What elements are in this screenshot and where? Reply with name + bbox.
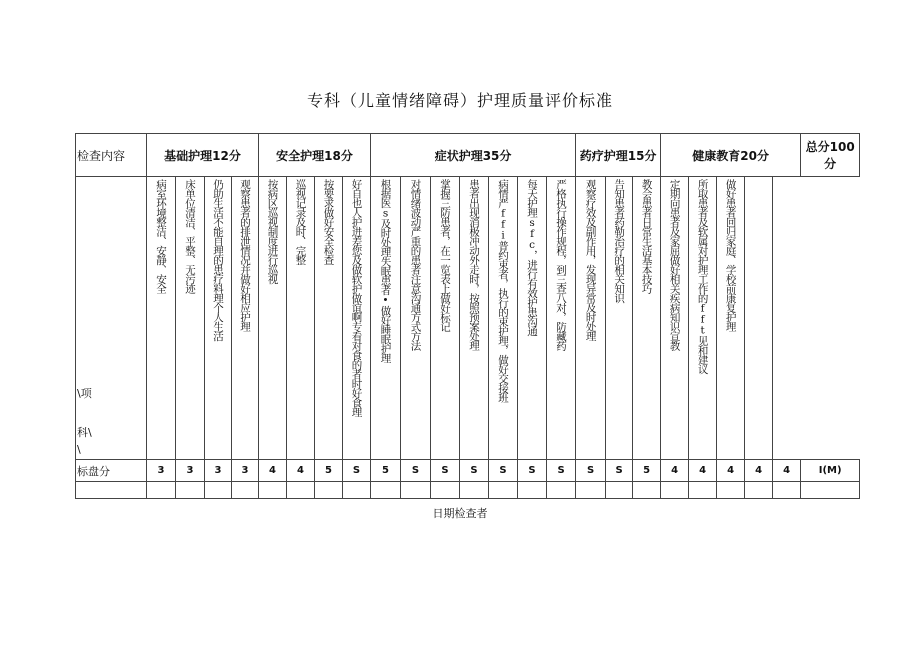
items-row	[76, 177, 860, 460]
score-cell: S	[401, 460, 431, 482]
blank-cell	[801, 482, 860, 499]
item-text: 告知患者药勒治疗的相关知识	[613, 179, 626, 303]
item-cell	[431, 177, 460, 460]
blank-row	[76, 482, 860, 499]
score-cell: S	[576, 460, 606, 482]
blank-cell	[606, 482, 633, 499]
item-text: 好自也人护进差您及做软护做谊啊专看对食的者时好食理	[350, 179, 363, 417]
item-cell	[689, 177, 717, 460]
header-check-content: 检查内容	[76, 134, 147, 177]
item-cell	[147, 177, 176, 460]
item-text: 做好患者回归家庭、学校前康复护理	[724, 179, 737, 331]
item-cell	[343, 177, 371, 460]
score-cell: 4	[745, 460, 773, 482]
row-label-line3: \	[77, 443, 81, 456]
footer-date-inspector: 日期检查者	[432, 507, 488, 520]
item-cell	[287, 177, 315, 460]
item-text: 巡视记录及时、完整	[294, 179, 307, 265]
score-cell: 4	[287, 460, 315, 482]
score-cell: S	[343, 460, 371, 482]
item-cell	[633, 177, 661, 460]
blank-cell	[287, 482, 315, 499]
header-basic-care: 基础护理12分	[147, 134, 259, 177]
blank-cell	[518, 482, 547, 499]
blank-cell	[689, 482, 717, 499]
item-text: 按病区巡视制度进行巡视	[266, 179, 279, 284]
item-text: 按要求做好安全检查	[322, 179, 335, 265]
item-text: 仍助生活不能自理的患疗料理个人生活	[212, 179, 224, 341]
item-cell	[547, 177, 576, 460]
score-cell: S	[518, 460, 547, 482]
score-row	[76, 460, 860, 482]
header-medication-care: 药疗护理15分	[576, 134, 661, 177]
blank-cell	[576, 482, 606, 499]
score-cell: 3	[205, 460, 232, 482]
header-row	[76, 134, 860, 177]
blank-cell	[343, 482, 371, 499]
item-cell	[232, 177, 259, 460]
score-cell: 3	[147, 460, 176, 482]
score-cell: 5	[371, 460, 401, 482]
header-total-score: 总分100分	[801, 134, 860, 177]
row-label-cell	[76, 177, 147, 460]
blank-cell	[232, 482, 259, 499]
item-cell	[717, 177, 745, 460]
blank-cell	[773, 482, 801, 499]
page-title: 专科（儿童情绪障碍）护理质量评价标准	[306, 91, 613, 110]
blank-cell	[205, 482, 232, 499]
item-cell	[489, 177, 518, 460]
item-text: 教会患者日常生活基本技巧	[640, 179, 653, 293]
blank-cell	[460, 482, 489, 499]
blank-cell	[401, 482, 431, 499]
item-text: 对情绪波动严重的患者注意沟通方式方法	[409, 179, 422, 350]
item-text: 病室环境整洁、安静、安全	[155, 179, 167, 293]
row-label-line2: 科\	[77, 426, 92, 439]
item-text: 患者出现消极冲动外走时，按照预案处理	[468, 179, 481, 350]
score-cell: 4	[689, 460, 717, 482]
item-cell	[576, 177, 606, 460]
item-cell	[518, 177, 547, 460]
blank-cell	[76, 482, 147, 499]
blank-cell	[315, 482, 343, 499]
blank-cell	[489, 482, 518, 499]
blank-cell	[547, 482, 576, 499]
item-text: 病情严ffi普约束者，执行的束护理，做好交接班	[497, 179, 510, 402]
blank-cell	[147, 482, 176, 499]
item-cell	[371, 177, 401, 460]
score-cell: 4	[259, 460, 287, 482]
score-label: 标盘分	[76, 460, 147, 482]
blank-cell	[431, 482, 460, 499]
blank-cell	[176, 482, 205, 499]
item-text: 观察患者的排泄情况并做好相应护理	[239, 179, 251, 331]
score-cell: 5	[315, 460, 343, 482]
item-text: 床单位清洁、平整、无污迹	[184, 179, 196, 293]
item-cell	[259, 177, 287, 460]
score-cell: S	[431, 460, 460, 482]
item-cell	[315, 177, 343, 460]
score-cell: 5	[633, 460, 661, 482]
item-cell	[176, 177, 205, 460]
item-text: 所取患者及软属对护理工作的fft见和建议	[696, 179, 709, 374]
score-cell: 4	[773, 460, 801, 482]
score-cell: S	[489, 460, 518, 482]
blank-cell	[717, 482, 745, 499]
item-text: 每天护理sfc，进行有效护患沟通	[526, 179, 539, 336]
header-symptom-care: 症状护理35分	[371, 134, 576, 177]
score-cell: 4	[717, 460, 745, 482]
score-cell: S	[547, 460, 576, 482]
score-cell: 3	[232, 460, 259, 482]
score-cell: I(M)	[801, 460, 860, 482]
item-cell	[661, 177, 689, 460]
item-cell	[205, 177, 232, 460]
row-label-line1: \项	[77, 387, 92, 400]
item-text: 观察疗效及副作用，发现异常及时处理	[584, 179, 597, 341]
item-text: 定期向患者及家屈做好相关疾病知识宣教	[668, 179, 681, 350]
blank-cell	[371, 482, 401, 499]
score-cell: 3	[176, 460, 205, 482]
item-text: 掌握三防患者，在一览表上做好标记	[439, 179, 452, 331]
header-health-education: 健康教育20分	[661, 134, 801, 177]
score-cell: 4	[661, 460, 689, 482]
blank-cell	[633, 482, 661, 499]
score-cell: S	[606, 460, 633, 482]
item-cell	[606, 177, 633, 460]
item-text: 严格执行操作规程，到三查八对，防藏药	[555, 179, 568, 350]
evaluation-table	[75, 133, 860, 499]
blank-cell	[745, 482, 773, 499]
item-cell	[401, 177, 431, 460]
blank-cell	[661, 482, 689, 499]
blank-cell	[259, 482, 287, 499]
item-cell	[460, 177, 489, 460]
header-safety-care: 安全护理18分	[259, 134, 371, 177]
score-cell: S	[460, 460, 489, 482]
item-cell	[745, 177, 773, 460]
item-text: 根据医s及时处理失眠患者•做好睡眠护理	[379, 179, 392, 363]
